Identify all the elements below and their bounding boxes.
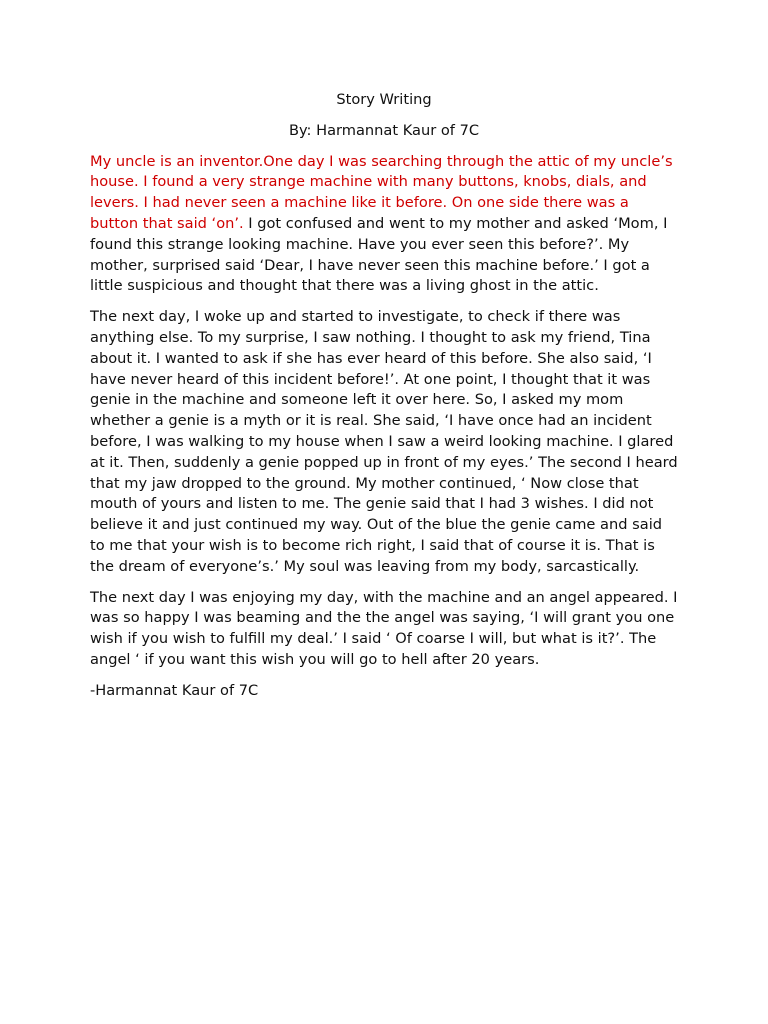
paragraph-2: The next day, I woke up and started to investigate, to check if there was anything else. To my surprise, I saw nothing. I thought to ask my friend, Tina about it. I wanted to ask if she has ever heard of this before. She also said, ‘I have never heard of this incident before!’. At one point, I thought that it was genie in the machine and someone left it over here. So, I asked my mom whether a genie is a myth or it is real. She said, ‘I have once had an incident before, I was walking to my house when I saw a weird looking machine. I glared at it. Then, suddenly a genie popped up in front of my eyes.’ The second I heard that my jaw dropped to the ground. My mother continued, ‘ Now close that mouth of yours and listen to me. The genie said that I had 3 wishes. I did not believe it and just continued my way. Out of the blue the genie came and said to me that your wish is to become rich right, I said that of course it is. That is the dream of everyone’s.’ My soul was leaving from my body, sarcastically. <box>90 308 678 575</box>
paragraph-1 <box>90 152 678 298</box>
paragraph-1-highlighted-text: My uncle is an inventor.One day I was searching through the attic of my uncle’s house. I found a very strange machine with many buttons, knobs, dials, and levers. I had never seen a machine like it before. On one side there was a button that said ‘on’. <box>90 152 673 232</box>
document-byline: By: Harmannat Kaur of 7C <box>288 121 480 139</box>
paragraph-3: The next day I was enjoying my day, with the machine and an angel appeared. I was so happy I was beaming and the the angel was saying, ‘I will grant you one wish if you wish to fulfill my deal.’ I said ‘ Of coarse I will, but what is it?’. The angel ‘ if you want this wish you will go to hell after 20 years. <box>90 588 678 668</box>
paragraph-1-text: I got confused and went to my mother and asked ‘Mom, I found this strange looking machine. Have you ever seen this before?’. My mother, surprised said ‘Dear, I have never seen this machine before.’ I got a little suspicious and thought that there was a living ghost in the attic. <box>90 214 668 295</box>
signature: -Harmannat Kaur of 7C <box>90 681 259 699</box>
document-title: Story Writing <box>336 91 432 108</box>
